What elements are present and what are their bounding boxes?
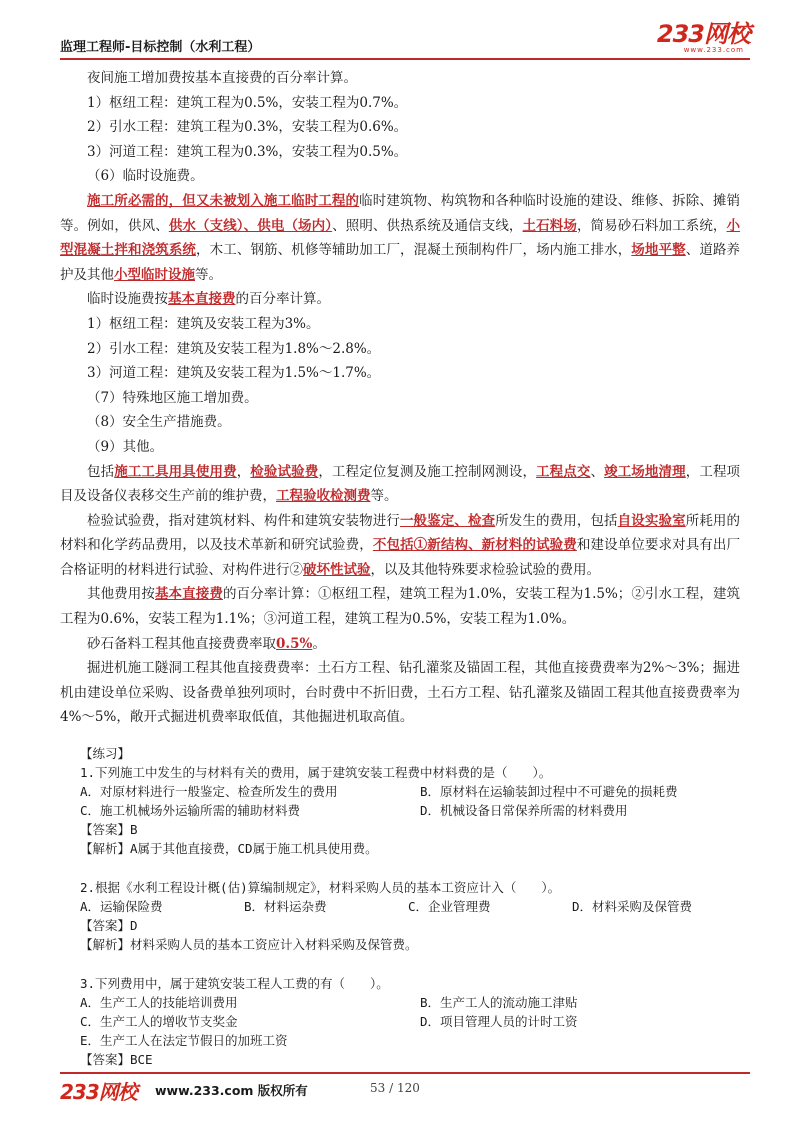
body-paragraph bbox=[60, 460, 740, 509]
question-2-option-b[interactable]: B．材料运杂费 bbox=[244, 899, 327, 915]
body-paragraph bbox=[60, 386, 740, 411]
paragraph-text: 临时设施费按 bbox=[87, 291, 168, 308]
key-term: 0.5% bbox=[276, 635, 313, 652]
body-paragraph bbox=[60, 632, 740, 657]
question-1-option-c[interactable]: C．施工机械场外运输所需的辅助材料费 bbox=[80, 803, 301, 819]
body-paragraph bbox=[60, 582, 740, 631]
key-term: 场地平整 bbox=[631, 242, 686, 259]
question-3-option-d[interactable]: D．项目管理人员的计时工资 bbox=[420, 1014, 578, 1030]
body-paragraph bbox=[60, 115, 740, 140]
question-2-option-a[interactable]: A．运输保险费 bbox=[80, 899, 163, 915]
key-term: 基本直接费 bbox=[168, 291, 236, 308]
key-term: 工程点交 bbox=[536, 463, 591, 480]
question-1-analysis: 【解析】A属于其他直接费，CD属于施工机具使用费。 bbox=[80, 841, 378, 857]
header-divider bbox=[60, 58, 750, 60]
footer-copyright[interactable]: www.233.com 版权所有 bbox=[155, 1083, 308, 1098]
paragraph-text: 、道路养护及其他 bbox=[60, 242, 741, 283]
key-term: 小型临时设施 bbox=[114, 266, 195, 283]
body-text bbox=[60, 66, 740, 730]
question-3-answer: 【答案】BCE bbox=[80, 1052, 153, 1068]
document-title: 监理工程师-目标控制（水利工程） bbox=[60, 40, 261, 55]
paragraph-text: 所发生的费用，包括 bbox=[495, 512, 618, 529]
key-term: 供水（支线）、供电（场内） bbox=[168, 217, 333, 234]
page-footer bbox=[60, 1078, 750, 1104]
body-paragraph bbox=[60, 337, 740, 362]
question-1-option-a[interactable]: A．对原材料进行一般鉴定、检查所发生的费用 bbox=[80, 784, 338, 800]
key-term: 自设实验室 bbox=[617, 512, 686, 529]
question-3-stem: 3.下列费用中，属于建筑安装工程人工费的有（ ）。 bbox=[80, 976, 389, 992]
paragraph-text: 2）引水工程：建筑及安装工程为1.8%～2.8%。 bbox=[87, 340, 381, 357]
paragraph-text: 所耗用的材料和化学药品费用，以及技术革新和研究试验费， bbox=[60, 512, 741, 554]
body-paragraph bbox=[60, 189, 740, 287]
key-term: 竣工场地清理 bbox=[604, 463, 686, 480]
body-paragraph bbox=[60, 435, 740, 460]
key-term: 小型混凝土拌和浇筑系统 bbox=[60, 217, 741, 259]
question-2-stem: 2.根据《水利工程设计概(估)算编制规定》，材料采购人员的基本工资应计入（ ）。 bbox=[80, 880, 561, 896]
paragraph-text: 砂石备料工程其他直接费费率取 bbox=[87, 635, 276, 652]
page-number: 53 / 120 bbox=[370, 1081, 420, 1095]
paragraph-text: 等。 bbox=[370, 488, 398, 505]
question-2-analysis: 【解析】材料采购人员的基本工资应计入材料采购及保管费。 bbox=[80, 937, 418, 953]
paragraph-text: （7）特殊地区施工增加费。 bbox=[87, 389, 258, 406]
page-content bbox=[60, 66, 740, 1069]
question-2-option-c[interactable]: C．企业管理费 bbox=[408, 899, 491, 915]
paragraph-text: 和建设单位要求对具有出厂合格证明的材料进行试验、对构件进行② bbox=[60, 537, 741, 578]
body-paragraph bbox=[60, 66, 740, 91]
question-1-option-d[interactable]: D．机械设备日常保养所需的材料费用 bbox=[420, 803, 628, 819]
exercise-title: 【练习】 bbox=[80, 746, 131, 762]
paragraph-text: （6）临时设施费。 bbox=[87, 168, 204, 185]
key-term: 破坏性试验 bbox=[303, 561, 371, 578]
key-term: 不包括①新结构、新材料的试验费 bbox=[372, 537, 577, 554]
exercise-section bbox=[60, 744, 740, 1069]
key-term: 工程验收检测费 bbox=[276, 488, 371, 505]
key-term: 土石料场 bbox=[522, 217, 577, 234]
question-3-option-b[interactable]: B．生产工人的流动施工津贴 bbox=[420, 995, 578, 1011]
question-2-answer: 【答案】D bbox=[80, 918, 138, 934]
paragraph-text: ， bbox=[236, 463, 251, 480]
paragraph-text: 的百分率计算：①枢纽工程，建筑工程为1.0%，安装工程为1.5%；②引水工程，建筑工程为0.6%，安装工程为1.1%；③河道工程，建筑工程为0.5%，安装工程为1.0%。 bbox=[60, 586, 741, 628]
key-term: 检验试验费 bbox=[250, 463, 319, 480]
paragraph-text: ，木工、钢筋、机修等辅助加工厂，混凝土预制构件厂，场内施工排水， bbox=[196, 242, 632, 259]
footer-divider bbox=[60, 1072, 750, 1074]
body-paragraph bbox=[60, 140, 740, 165]
footer-logo[interactable]: 233网校 bbox=[60, 1080, 137, 1104]
question-1-stem: 1.下列施工中发生的与材料有关的费用，属于建筑安装工程费中材料费的是（ ）。 bbox=[80, 765, 552, 781]
question-3-option-c[interactable]: C．生产工人的增收节支奖金 bbox=[80, 1014, 238, 1030]
key-term: 施工工具用具使用费 bbox=[114, 463, 237, 480]
question-3-option-a[interactable]: A．生产工人的技能培训费用 bbox=[80, 995, 238, 1011]
body-paragraph bbox=[60, 509, 740, 583]
body-paragraph bbox=[60, 164, 740, 189]
question-2-option-d[interactable]: D．材料采购及保管费 bbox=[572, 899, 693, 915]
logo-text: 233网校 bbox=[656, 20, 750, 48]
paragraph-text: （9）其他。 bbox=[87, 438, 164, 455]
paragraph-text: 包括 bbox=[87, 463, 115, 480]
body-paragraph bbox=[60, 91, 740, 116]
paragraph-text: 的百分率计算。 bbox=[235, 291, 330, 308]
key-term: 基本直接费 bbox=[154, 586, 223, 603]
body-paragraph bbox=[60, 656, 740, 730]
paragraph-text: 临时建筑物、构筑物和各种临时设施的建设、维修、拆除、摊销等。例如，供风、 bbox=[60, 192, 741, 234]
paragraph-text: 。 bbox=[312, 635, 326, 652]
brand-logo[interactable] bbox=[657, 22, 750, 55]
paragraph-text: ，工程定位复测及施工控制网测设， bbox=[318, 463, 537, 480]
paragraph-text: 1）枢纽工程：建筑工程为0.5%，安装工程为0.7%。 bbox=[87, 94, 408, 111]
key-term: 一般鉴定、检查 bbox=[399, 512, 496, 529]
paragraph-text: ，简易砂石料加工系统， bbox=[576, 217, 727, 234]
logo-url: www.233.com bbox=[683, 46, 744, 54]
paragraph-text: 等。 bbox=[195, 266, 222, 283]
paragraph-text: 夜间施工增加费按基本直接费的百分率计算。 bbox=[87, 70, 357, 86]
question-3-option-e[interactable]: E．生产工人在法定节假日的加班工资 bbox=[80, 1033, 288, 1049]
page-header bbox=[60, 22, 750, 56]
question-1-option-b[interactable]: B．原材料在运输装卸过程中不可避免的损耗费 bbox=[420, 784, 678, 800]
body-paragraph bbox=[60, 287, 740, 312]
paragraph-text: 、 bbox=[590, 463, 605, 480]
paragraph-text: 其他费用按 bbox=[87, 586, 155, 603]
paragraph-text: 1）枢纽工程：建筑及安装工程为3%。 bbox=[87, 315, 320, 332]
paragraph-text: 3）河道工程：建筑及安装工程为1.5%～1.7%。 bbox=[87, 365, 381, 382]
paragraph-text: 、照明、供热系统及通信支线， bbox=[332, 217, 523, 234]
body-paragraph bbox=[60, 361, 740, 386]
paragraph-text: 检验试验费，指对建筑材料、构件和建筑安装物进行 bbox=[87, 512, 400, 529]
paragraph-text: 3）河道工程：建筑工程为0.3%，安装工程为0.5%。 bbox=[87, 143, 408, 160]
paragraph-text: 掘进机施工隧洞工程其他直接费费率：土石方工程、钻孔灌浆及锚固工程，其他直接费费率为2%～3%；掘进机由建设单位采购、设备费单独列项时，台时费中不折旧费，土石方工程、钻孔灌浆及锚固工程其他直接费费率为4%～5%，敞开式掘进机费率取低值，其他掘进机取高值。 bbox=[60, 660, 740, 726]
body-paragraph bbox=[60, 410, 740, 435]
paragraph-text: ，以及其他特殊要求检验试验的费用。 bbox=[370, 561, 600, 578]
key-term: 施工所必需的，但又未被划入施工临时工程的 bbox=[87, 192, 360, 209]
paragraph-text: （8）安全生产措施费。 bbox=[87, 414, 231, 431]
paragraph-text: ，工程项目及设备仪表移交生产前的维护费， bbox=[60, 463, 741, 505]
body-paragraph bbox=[60, 312, 740, 337]
question-1-answer: 【答案】B bbox=[80, 822, 138, 838]
paragraph-text: 2）引水工程：建筑工程为0.3%，安装工程为0.6%。 bbox=[87, 119, 408, 136]
